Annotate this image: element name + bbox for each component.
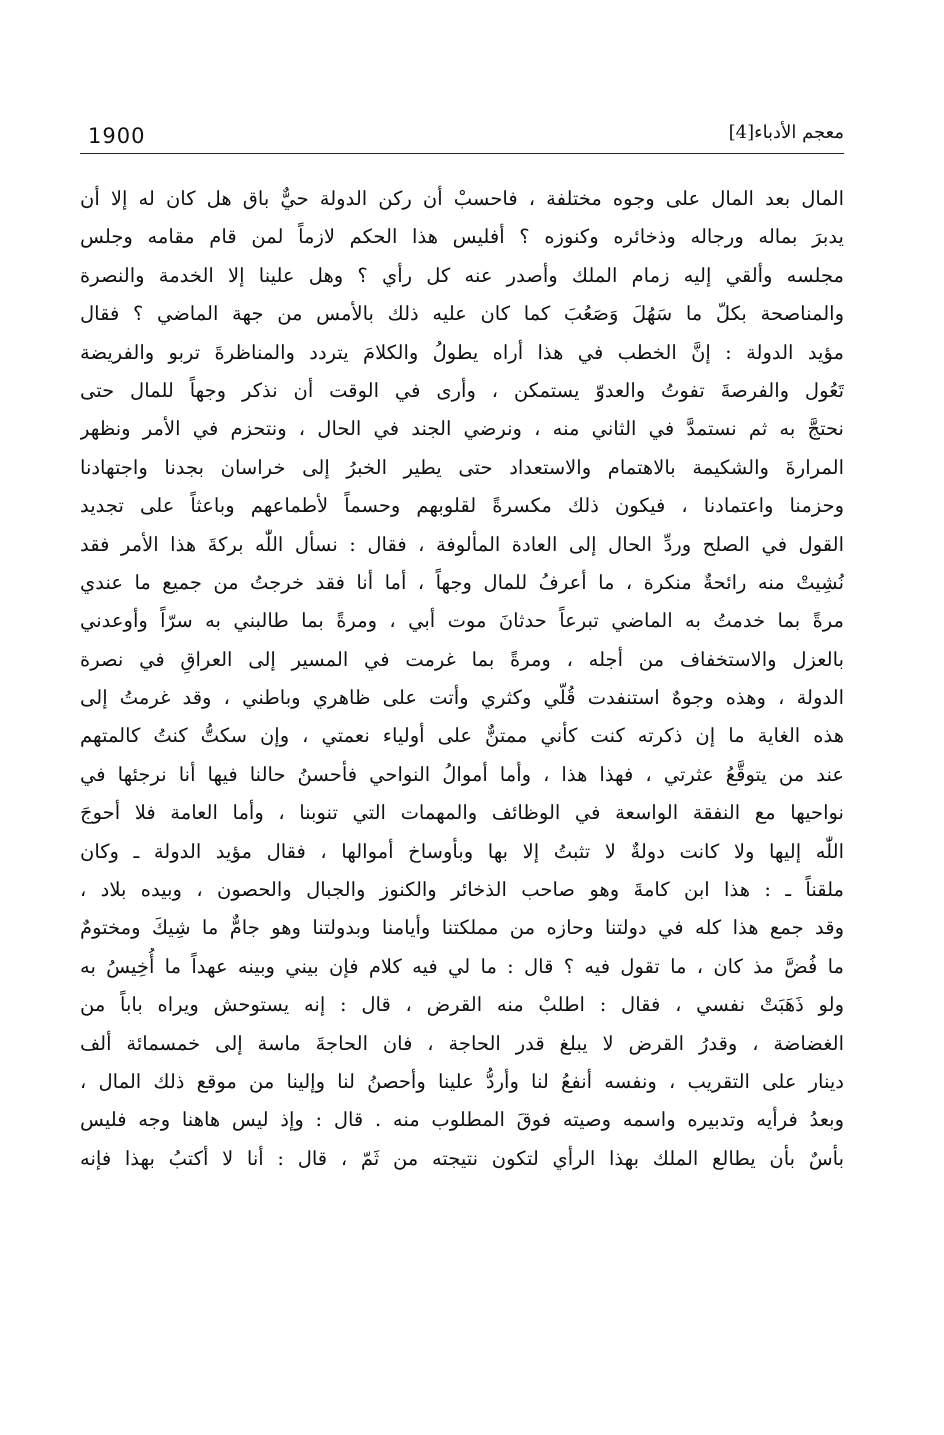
text-line: نحتجَّ به ثم نستمدَّ في الثاني منه ، ونرضي الجند في الحال ، ونتحزم في الأمر ونظهر [80, 417, 844, 441]
text-line: وقد جمع هذا كله في دولتنا وحازه من مملكتنا وأيامنا وبدولتنا وهو جامٌّ ما شِيكَ ومختومٌ [80, 916, 844, 940]
text-line: والمناصحة بكلّ ما سَهُلَ وَصَعُبَ كما كان عليه ذلك بالأمس من جهة الماضي ؟ فقال [80, 302, 844, 326]
text-line: بأسٌ بأن يطالع الملك بهذا الرأي لتكون نتيجته من ثَمّ ، قال : أنا لا أكتبُ بهذا فإنه [80, 1146, 844, 1170]
body-text [80, 180, 844, 1178]
text-line: نُشِيتْ منه رائحةٌ منكرة ، ما أعرفُ للمال وجهاً ، أما أنا فقد خرجتُ من جميع ما عندي [80, 570, 844, 594]
text-line: عند من يتوقَّعُ عثرتي ، فهذا هذا ، وأما أموالُ النواحي فأحسنُ حالنا فيها أنا نرجئها في [80, 762, 844, 786]
text-line: يدبرَ بماله ورجاله وذخائره وكنوزه ؟ أفليس هذا الحكم لازماً لمن قام مقامه وجلس [80, 225, 844, 249]
text-line: بالعزل والاستخفاف من أجله ، ومرةً بما غرمت في المسير إلى العراقِ في نصرة [80, 647, 844, 671]
text-line: ولو ذَهَبَتْ نفسي ، فقال : اطلبْ منه القرض ، قال : إنه يستوحش ويراه باباً من [80, 993, 844, 1017]
text-line: نواحيها مع النفقة الواسعة في الوظائف والمهمات التي تنوبنا ، وأما العامة فلا أحوجَ [80, 801, 844, 825]
text-line: اللّٰه إليها ولا كانت دولةٌ لا تثبتُ إلا بها وبأوساخ أموالها ، فقال مؤيد الدولة ـ وكان [80, 839, 844, 863]
text-line: المال بعد المال على وجوه مختلفة ، فاحسبْ أن ركن الدولة حيٌّ باق هل كان له إلا أن [80, 187, 844, 210]
text-line: وبعدُ فرأيه وتدبيره واسمه وصيته فوقَ المطلوب منه . قال : وإذ ليس هاهنا وجه فليس [80, 1108, 844, 1132]
text-line: مرةً بما خدمتُ به الماضي تبرعاً حدثانَ موت أبي ، ومرةً بما طالبني به سرّاً وأوعدني [80, 609, 844, 633]
text-line: مجلسه وألقي إليه زمام الملك وأصدر عنه كل رأي ؟ وهل علينا إلا الخدمة والنصرة [80, 263, 844, 287]
text-line: مؤيد الدولة : إنَّ الخطب في هذا أراه يطولُ والكلامَ يتردد والمناظرةَ تربو والفريضة [80, 340, 844, 364]
text-line: ما فُضَّ مذ كان ، ما تقول فيه ؟ قال : ما لي فيه كلام فإن بيني وبينه عهداً ما أُخِيسُ به [80, 954, 844, 978]
text-line: وحزمنا واعتمادنا ، فيكون ذلك مكسرةً لقلوبهم وحسماً لأطماعهم وباعثاً على تجديد [80, 494, 844, 518]
text-line: هذه الغاية ما إن ذكرته كنت كأني ممتنٌّ على أولياء نعمتي ، وإن سكتُّ كنتُ كالمتهم [80, 724, 844, 748]
text-line: المرارةَ والشكيمة بالاهتمام والاستعداد حتى يطير الخبرُ إلى خراسان بجدنا واجتهادنا [80, 455, 844, 479]
page-header [80, 118, 844, 152]
text-line: القول في الصلح وردِّ الحال إلى العادة المألوفة ، فقال : نسأل اللّٰه بركةَ هذا الأمر فقد [80, 532, 844, 556]
text-line: دينار على التقريب ، ونفسه أنفعُ لنا وأردُّ علينا وأحصنُ لنا وإلينا من موقع ذلك المال ، [80, 1069, 844, 1093]
header-divider [80, 153, 844, 154]
text-line: ملقناً ـ : هذا ابن كامةَ وهو صاحب الذخائر والكنوز والجبال والحصون ، وبيده بلاد ، [80, 878, 844, 902]
text-line: تَعُول والفرصةَ تفوتُ والعدوّ يستمكن ، وأرى في الوقت أن نذكر وجهاً للمال حتى [80, 378, 844, 402]
running-title: معجم الأدباء[4] [728, 122, 844, 143]
page-number: 1900 [88, 124, 146, 148]
text-line: الدولة ، وهذه وجوهٌ استنفدت قُلّي وكثري وأتت على ظاهري وباطني ، وقد غرمتُ إلى [80, 686, 844, 710]
text-line: الغضاضة ، وقدرُ القرض لا يبلغ قدر الحاجة ، فان الحاجةَ ماسة إلى خمسمائة ألف [80, 1031, 844, 1055]
